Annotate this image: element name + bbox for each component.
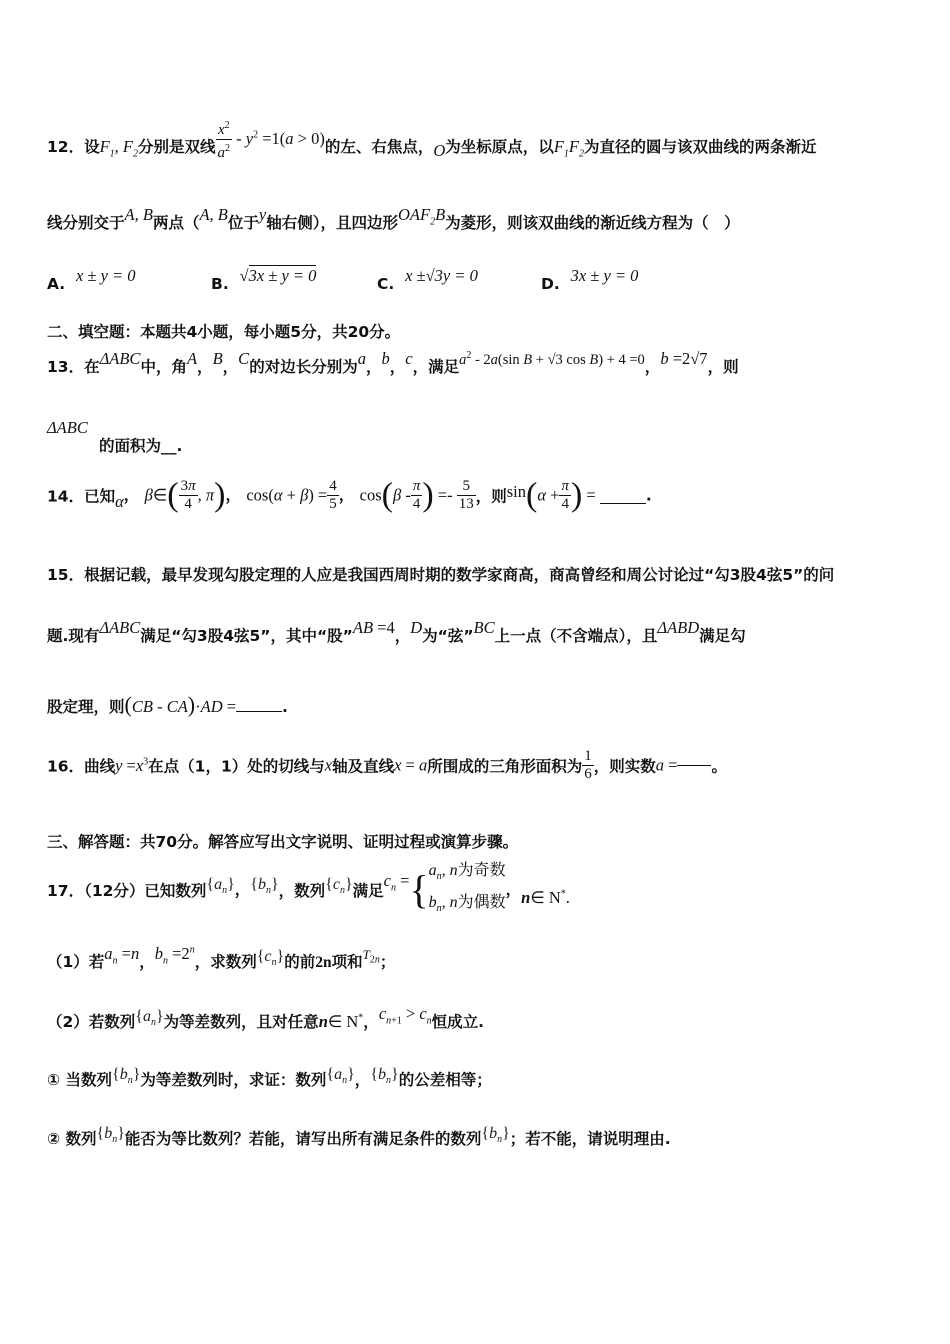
q17-text: 满足 (352, 882, 384, 901)
origin-math: O (433, 141, 446, 160)
sqrt-sign: √ (425, 266, 435, 285)
frac-4-5: $\frac{4}{5}$ (329, 478, 337, 512)
q15-text: 满足“勾3股4弦5”，其中“股” (140, 627, 353, 645)
eq: = (664, 755, 678, 775)
q17-text: 的前 (284, 953, 316, 971)
paren: ) (214, 476, 226, 514)
choice-c-value: 3y = 0 (434, 266, 478, 285)
seg-bc: BC (473, 618, 495, 637)
n-in-n: n∈ N*. (521, 888, 570, 908)
x-axis: x (324, 755, 333, 775)
q17-text: 为等差数列时，求证：数列 (140, 1071, 327, 1089)
b-value: b =2√7 (660, 349, 708, 368)
choice-b-label: B. (211, 275, 229, 293)
seq-bn-5: $\{b_n\}$ (481, 1125, 510, 1146)
q12-line-2 (47, 205, 740, 235)
paren: ) (570, 476, 583, 514)
f1f2-seg-math: $F_1F_2$ (553, 137, 584, 160)
q17-text: 2n (315, 954, 332, 971)
q15-text: 上一点（不含端点），且 (494, 627, 658, 645)
beta-minus: β - (392, 485, 411, 505)
paren: ( (526, 476, 538, 514)
q17-text: 能否为等比数列？若能，请写出所有满足条件的数列 (124, 1130, 482, 1148)
q12-text: 两点（ (152, 214, 200, 232)
paren: ( (381, 476, 393, 514)
q17-text: ；若不能，请说明理由. (509, 1130, 671, 1148)
choice-c-pre: x ± (405, 266, 426, 285)
seq-bn-4: $\{b_n\}$ (96, 1125, 125, 1146)
x-eq-a: x = a (394, 755, 428, 775)
beta-in: β∈ (144, 485, 168, 505)
q17-part2: （2）若数列$\{a_n\}$为等差数列，且对任意n∈ N*，$c_{n+1} > c_n$恒成立. (47, 1004, 485, 1031)
triangle-abc: ΔABC (99, 349, 141, 368)
choice-b-value: 3x ± y = 0 (248, 266, 317, 285)
seq-an-3: $\{a_n\}$ (326, 1066, 355, 1087)
q12-text: 12．设 (47, 138, 100, 156)
seq-cn-2: $\{c_n\}$ (256, 948, 285, 969)
hyperbola-fraction: $\frac{x^2}{a^2}$ (216, 117, 233, 162)
q15-text: 题.现有 (47, 627, 100, 645)
choice-c-label: C. (377, 275, 395, 293)
q17-line: 17．（12分）已知数列$\{a_n\}$，$\{b_n\}$，数列$\{c_n\}$满足$c_n =\{a_n$, n为奇数 $b_n$, n为偶数，n∈ N*. (47, 858, 570, 922)
choice-c (377, 266, 478, 293)
q13-text: ，则 (707, 358, 739, 376)
seq-an-2: $\{a_n\}$ (135, 1008, 164, 1029)
seq-bn: $\{b_n\}$ (250, 875, 279, 896)
q12-text: 为坐标原点，以 (445, 138, 554, 156)
q13-text: 13．在 (47, 358, 100, 376)
q17-sub2 (47, 1127, 671, 1151)
q17-text: 恒成立. (431, 1013, 485, 1031)
q17-text: ① 当数列 (47, 1071, 113, 1089)
q15-text: 为“弦” (422, 627, 474, 645)
cos-b: cos (359, 485, 382, 505)
q13-line-2 (47, 418, 183, 462)
section-2-heading: 二、填空题：本题共4小题，每小题5分，共20分。 (47, 323, 401, 341)
period: . (645, 486, 652, 505)
seq-bn-3: $\{b_n\}$ (370, 1066, 399, 1087)
an-eq-n: $a_n =n$ (104, 944, 140, 967)
q17-text: 17．（12分）已知数列 (47, 882, 207, 901)
answer-blank-16 (677, 765, 711, 766)
q13-equation: $a^2 - 2a(\sin$ B + √3 cos B) + 4 =0 (459, 350, 645, 368)
q17-text: （2）若数列 (47, 1013, 136, 1031)
q12-text: 为菱形，则该双曲线的渐近线方程为（ ） (445, 214, 740, 232)
a-var: a (655, 755, 665, 775)
answer-blank-15 (236, 711, 282, 712)
sqrt-sign: √ (239, 266, 249, 285)
q13-text: 中，角 (140, 358, 187, 376)
cn-ineq: $c_{n+1} > c_n$ (378, 1004, 432, 1027)
q15-line-2: 题.现有ΔABC满足“勾3股4弦5”，其中“股”AB =4，D为“弦”BC上一点（不含端点），且ΔABD满足勾 (47, 618, 746, 645)
answer-blank-14 (600, 503, 646, 504)
ab-math: A, B (124, 205, 153, 224)
choice-d-label: D. (541, 275, 560, 293)
q17-text: 为等差数列，且对任意 (163, 1013, 319, 1031)
side-c: c (405, 349, 413, 368)
side-b: b (381, 349, 390, 368)
angles-math: A (186, 349, 198, 368)
cn-eq: $c_n$ = (383, 871, 410, 894)
paren: ) (422, 476, 434, 514)
triangle-abd: ΔABD (657, 618, 700, 637)
q17-part1: （1）若$a_n =n$，$b_n =2^n$，求数列$\{c_n\}$的前2n项和$^{T_{2n}}$； (47, 944, 396, 971)
q13-text: 的面积为__. (99, 437, 183, 455)
angle-c: C (238, 349, 250, 368)
q16-text: 在点（1，1）处的切线与 (148, 757, 325, 776)
triangle-abc-2: ΔABC (47, 418, 88, 437)
oaf2b-math: $OAF_2B$ (397, 205, 446, 228)
q12-text: 的左、右焦点， (324, 138, 434, 156)
odd-label: 为奇数 (457, 862, 506, 879)
q16-text: ，则实数 (593, 757, 656, 776)
vector-expr: (CB - CA)·AD = (124, 692, 237, 717)
seq-cn: $\{c_n\}$ (325, 875, 353, 896)
q17-text: ，数列 (278, 882, 326, 901)
q17-text: 的公差相等； (398, 1071, 492, 1089)
f1f2-math: $F_1$, $F_2$ (99, 137, 139, 160)
q16-text: 16．曲线 (47, 757, 116, 776)
choice-b (211, 266, 317, 293)
choice-d-value: 3x ± y = 0 (570, 266, 639, 285)
q17-text: ，求数列 (194, 953, 257, 971)
eq-minus: =- (433, 485, 457, 505)
n-in-n-2: n∈ N* (318, 1012, 364, 1031)
q14-text: ，则 (475, 487, 507, 506)
q14-text: 14．已知 (47, 487, 116, 506)
q13-text: ，满足 (412, 358, 460, 376)
choice-a-label: A. (47, 275, 66, 293)
q12-text: 为直径的圆与该双曲线的两条渐近 (584, 138, 817, 156)
even-label: 为偶数 (457, 894, 506, 912)
eq-sign: = (582, 485, 600, 505)
piecewise: {$a_n$, n为奇数 $b_n$, n为偶数 (409, 862, 506, 915)
q17-text: ② 数列 (47, 1130, 97, 1148)
ab-eq-4: AB =4 (352, 618, 395, 637)
q12-line-1 (47, 120, 817, 170)
hyperbola-rest: - $y^2 =1(a > 0)$ (232, 129, 325, 148)
sin-expr: sin (506, 481, 527, 501)
q17-text: （1）若 (47, 953, 105, 971)
q12-text: 线分别交于 (47, 214, 125, 232)
curve-math: $y =x^3$ (115, 755, 149, 775)
q12-text: 轴右侧），且四边形 (266, 214, 398, 232)
paren: ( (167, 476, 179, 514)
frac-pi-4: $\frac{\pi}{4}$ (412, 478, 421, 512)
angle-b: B (212, 349, 223, 368)
alpha-plus: α + (537, 485, 560, 505)
q17-sub1: ① 当数列$\{b_n\}$为等差数列时，求证：数列$\{a_n\}$，$\{b_n\}$的公差相等； (47, 1066, 492, 1089)
alpha-math: α (115, 491, 124, 511)
q13-text: 的对边长分别为 (249, 358, 358, 376)
q15-line-3: 股定理，则(CB - CA)·AD = . (47, 692, 288, 717)
frac-1-6: $\frac{1}{6}$ (584, 748, 592, 782)
seq-an: $\{a_n\}$ (206, 875, 235, 896)
q15-text: 股定理，则 (47, 698, 125, 716)
choice-a-value: x ± y = 0 (75, 266, 136, 285)
y-math: y (258, 205, 267, 224)
q13-line-1: 13．在ΔABC中，角A，B，C的对边长分别为a，b，c，满足$a^2 - 2a(\sin$ B + √3 cos B) + 4 =0，b =2√7，则 (47, 349, 739, 376)
q15-text: 满足勾 (699, 627, 746, 645)
seq-bn-2: $\{b_n\}$ (112, 1066, 141, 1087)
q16-line (47, 748, 727, 783)
t2n: T2n (362, 947, 380, 966)
bn-eq: $b_n =2^n$ (154, 944, 195, 967)
q12-text: 位于 (227, 214, 259, 232)
comma-pi: , π (197, 485, 215, 505)
q16-text: 。 (711, 757, 727, 776)
q16-text: 所围成的三角形面积为 (427, 757, 583, 776)
q15-line-1: 15．根据记载，最早发现勾股定理的人应是我国西周时期的数学家商高，商高曾经和周公讨论过“勾3股4弦5”的问 (47, 566, 835, 584)
frac-pi-4-b: $\frac{\pi}{4}$ (561, 478, 569, 512)
section-3-heading: 三、解答题：共70分。解答应写出文字说明、证明过程或演算步骤。 (47, 833, 519, 851)
ab-math-2: A, B (199, 205, 228, 224)
frac-3pi-4: $\frac{3\pi}{4}$ (180, 478, 196, 512)
q17-text: 项和 (331, 953, 363, 971)
choice-d (541, 266, 639, 293)
q14-line: 14．已知α， β∈( $\frac{3\pi}{4}$ , π)， cos(α + β) = $\frac{4}{5}$ ， cos(β - $\frac{\pi}{4}$ ) =- $\frac{5}{13}$ ，则sin(α + $\frac{\pi}{4}$ ) = . (47, 476, 652, 514)
q12-text: 分别是双线 (138, 138, 216, 156)
point-d: D (410, 618, 423, 637)
frac-5-13: $\frac{5}{13}$ (458, 478, 474, 512)
q16-text: 轴及直线 (332, 757, 395, 776)
side-a: a (357, 349, 366, 368)
choice-a (47, 266, 136, 293)
cos-ab: cos(α + β) = (246, 485, 328, 505)
triangle-abc-3: ΔABC (99, 618, 141, 637)
